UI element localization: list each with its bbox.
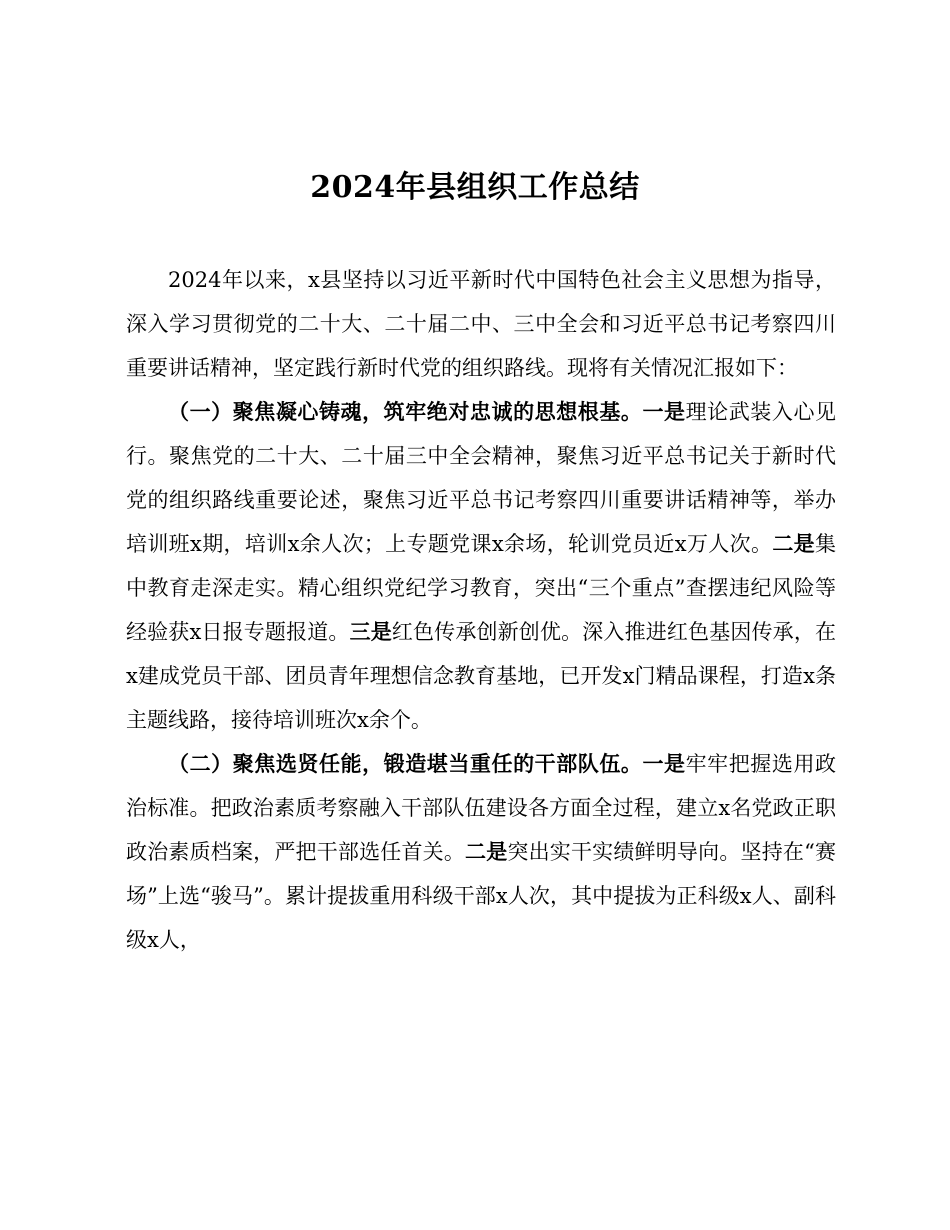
text-run: 红色传承创新创优。深入推进红色基因传承，在x建成党员干部、团员青年理想信念教育基地，已开发x门精品课程，打造x条主题线路，接待培训班次x余个。: [126, 620, 836, 732]
text-run: 突出实干实绩鲜明导向。坚持在“赛场”上选“骏马”。累计提拔重用科级干部x人次，其中提拔为正科级x人、副科级x人，: [126, 840, 836, 952]
text-run: 2024年以来，x县坚持以习近平新时代中国特色社会主义思想为指导，深入学习贯彻党的二十大、二十届二中、三中全会和习近平总书记考察四川重要讲话精神，坚定践行新时代党的组织路线。现将有关情况汇报如下：: [126, 268, 836, 380]
body-paragraph: [126, 258, 836, 390]
document-title: 2024年县组织工作总结: [310, 170, 640, 205]
bold-text-run: （二）聚焦选贤任能，锻造堪当重任的干部队伍。: [168, 751, 643, 776]
bold-text-run: 三是: [349, 619, 392, 644]
text-run: 集中教育走深走实。精心组织党纪学习教育，突出“三个重点”查摆违纪风险等经验获x日报专题报道。: [126, 532, 836, 644]
text-run: 理论武装入心见行。聚焦党的二十大、二十届三中全会精神，聚焦习近平总书记关于新时代党的组织路线重要论述，聚焦习近平总书记考察四川重要讲话精神等，举办培训班x期，培训x余人次；上专题党课x余场，轮训党员近x万人次。: [126, 400, 837, 556]
bold-text-run: （一）聚焦凝心铸魂，筑牢绝对忠诚的思想根基。: [168, 399, 643, 424]
text-run: 牢牢把握选用政治标准。把政治素质考察融入干部队伍建设各方面全过程，建立x名党政正职政治素质档案，严把干部选任首关。: [126, 752, 837, 864]
bold-text-run: 一是: [642, 399, 686, 424]
body-paragraph: [126, 742, 836, 962]
bold-text-run: 二是: [772, 531, 815, 556]
body-paragraph: [126, 390, 836, 742]
bold-text-run: 一是: [642, 751, 686, 776]
bold-text-run: 二是: [465, 839, 508, 864]
document-body: [126, 258, 836, 962]
